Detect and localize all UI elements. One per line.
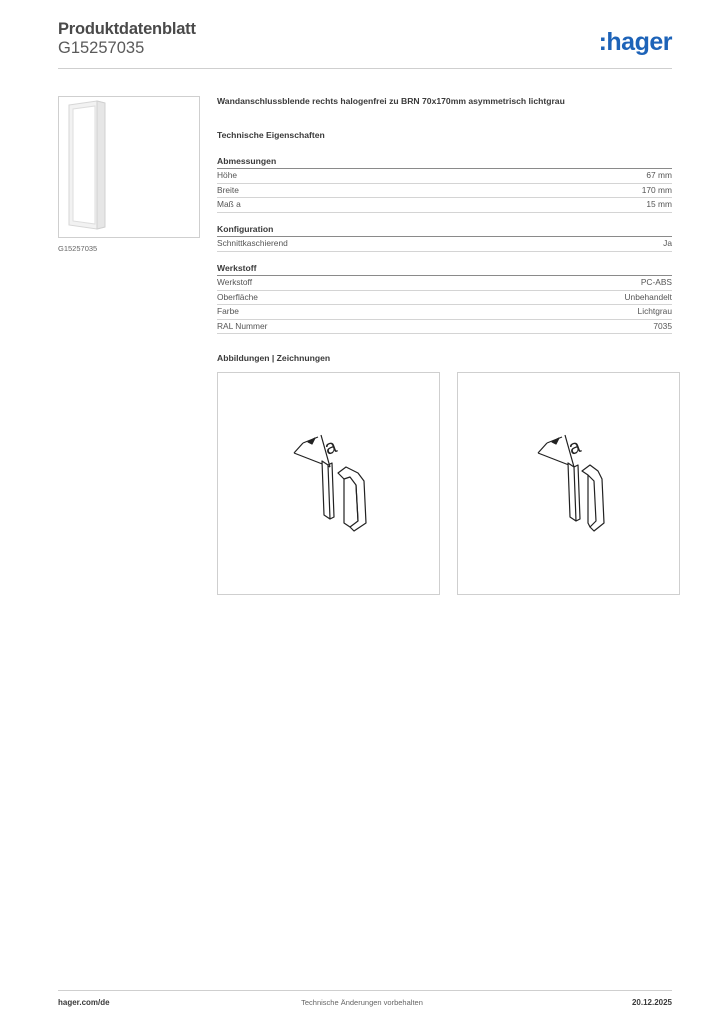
header-divider (58, 68, 672, 69)
spec-label: RAL Nummer (217, 320, 268, 331)
section-heading: Technische Eigenschaften (217, 130, 325, 140)
product-code: G15257035 (58, 39, 145, 57)
spec-label: Breite (217, 184, 239, 195)
spec-label: Werkstoff (217, 277, 253, 287)
dimension-label-right: a (565, 435, 584, 460)
cover-plate-drawing-alt-icon (458, 373, 679, 594)
group-title: Konfiguration (217, 224, 672, 237)
spec-value: 170 mm (641, 184, 672, 195)
drawing-right (457, 372, 680, 595)
group-title: Werkstoff (217, 263, 672, 276)
spec-row (217, 169, 672, 184)
thumbnail-caption: G15257035 (58, 244, 98, 253)
group-title: Abmessungen (217, 156, 672, 169)
product-thumbnail (58, 96, 200, 238)
footer-divider (58, 990, 672, 991)
spec-value: Ja (663, 238, 672, 248)
spec-row (217, 276, 672, 291)
spec-label: Oberfläche (217, 291, 258, 302)
drawing-left (217, 372, 440, 595)
drawings-heading: Abbildungen | Zeichnungen (217, 353, 331, 363)
group-konfiguration (217, 224, 672, 252)
cover-plate-drawing-icon (218, 373, 439, 594)
logo-text: hager (606, 28, 672, 56)
dimension-label-left: a (321, 435, 340, 460)
spec-value: PC-ABS (640, 277, 672, 287)
spec-row (217, 184, 672, 199)
group-werkstoff (217, 263, 672, 334)
footer-date: 20.12.2025 (631, 998, 672, 1007)
spec-row (217, 198, 672, 213)
spec-label: Schnittkaschierend (217, 238, 288, 248)
spec-value: 67 mm (646, 170, 672, 180)
spec-row (217, 320, 672, 335)
spec-row (217, 305, 672, 320)
spec-row (217, 237, 672, 252)
page-title: Produktdatenblatt (58, 20, 196, 38)
product-title: Wandanschlussblende rechts halogenfrei zu BRN 70x170mm asymmetrisch lichtgrau (217, 96, 565, 106)
product-photo-icon (59, 97, 199, 237)
spec-value: 7035 (653, 320, 672, 331)
group-abmessungen (217, 156, 672, 213)
spec-row (217, 291, 672, 306)
footer-notice: Technische Änderungen vorbehalten (301, 998, 423, 1007)
spec-label: Höhe (217, 170, 238, 180)
spec-label: Maß a (217, 199, 241, 209)
spec-value: Lichtgrau (637, 306, 672, 316)
spec-value: 15 mm (646, 199, 672, 209)
spec-value: Unbehandelt (624, 291, 672, 302)
hager-logo: :hager (598, 28, 672, 56)
spec-label: Farbe (217, 306, 239, 316)
footer-website-link[interactable]: hager.com/de (58, 998, 110, 1007)
